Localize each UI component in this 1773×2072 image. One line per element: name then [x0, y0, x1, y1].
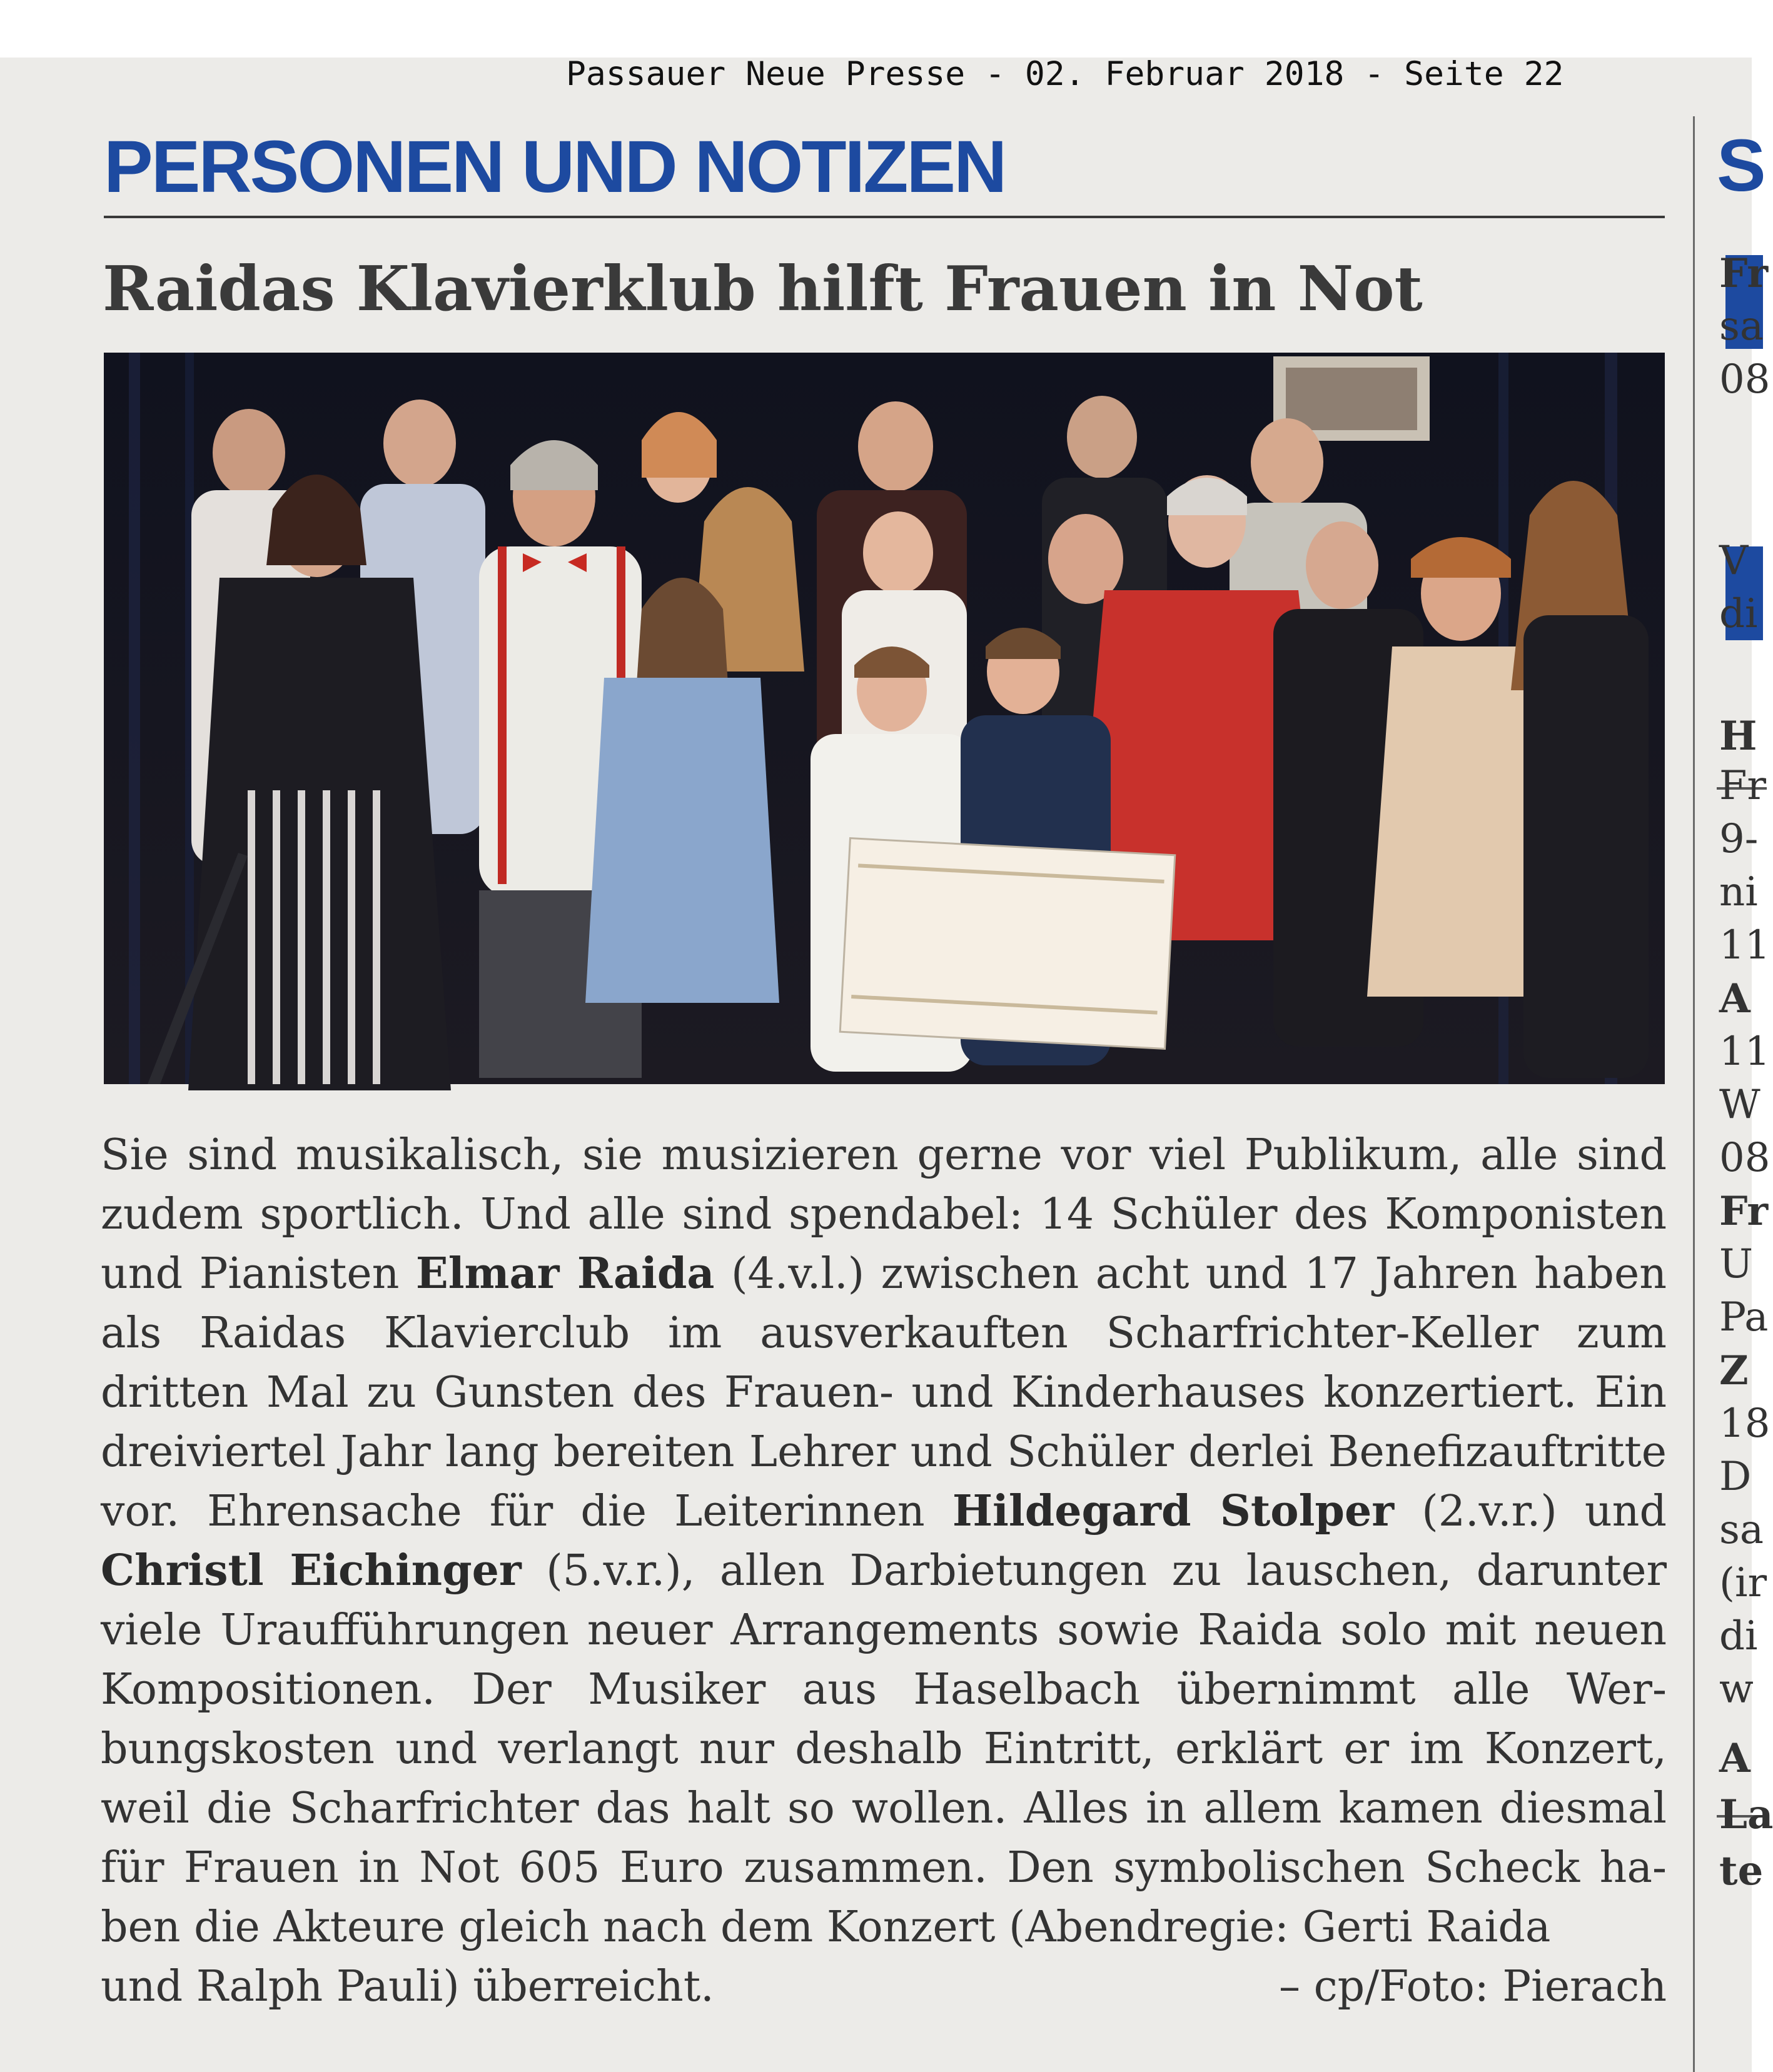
adjacent-text-fragment: (ir	[1719, 1560, 1767, 1606]
donation-cheque	[840, 838, 1175, 1049]
article-closing-text: und Ralph Pauli) überreicht.	[101, 1962, 714, 2011]
article-headline: Raidas Klavierklub hilft Frauen in Not	[103, 253, 1423, 325]
source-line: Passauer Neue Presse - 02. Februar 2018 - Seite 22	[566, 55, 1564, 93]
byline: – cp/Foto: Pierach	[1278, 1962, 1667, 2011]
adjacent-text-fragment: w	[1719, 1666, 1754, 1712]
person-name-raida: Elmar Raida	[415, 1249, 715, 1299]
adjacent-text-fragment: Pa	[1719, 1294, 1769, 1340]
section-title: PERSONEN UND NOTIZEN	[104, 126, 1006, 208]
adjacent-text-fragment: sa	[1719, 303, 1764, 350]
article-text-part: (5.v.r.), allen Darbietungen zu lauschen, darunter viele Uraufführungen neuer Arrangements sowie Raida solo mit neuen Kompositionen. Der Musiker aus Haselbach übernimmt alle Werbungskosten und verlangt nur deshalb Eintritt, erklärt er im Konzert, weil die Scharfrichter das halt so wollen. Alles in allem kamen diesmal für Frauen in Not 605 Euro zusammen. Den symbolischen Scheck haben die Akteure gleich nach dem Konzert (Abendregie: Gerti Raida	[101, 1546, 1667, 1952]
adjacent-text-fragment: A	[1719, 975, 1750, 1022]
adjacent-text-fragment: Fr	[1719, 1188, 1769, 1235]
adjacent-text-fragment: 18	[1719, 1401, 1770, 1447]
adjacent-text-fragment: 9-	[1719, 816, 1759, 862]
adjacent-text-fragment: di	[1719, 591, 1758, 637]
adjacent-text-fragment: La	[1719, 1791, 1773, 1838]
adjacent-text-fragment: di	[1719, 1613, 1758, 1659]
adjacent-text-fragment: 08	[1719, 356, 1770, 403]
adjacent-text-fragment: A	[1719, 1735, 1750, 1782]
person-name-stolper: Hildegard Stolper	[952, 1486, 1395, 1536]
adjacent-section-title: S	[1717, 124, 1766, 207]
adjacent-text-fragment: 08	[1719, 1135, 1770, 1181]
article-body	[101, 1125, 1667, 2016]
adjacent-text-fragment: V	[1719, 538, 1749, 584]
adjacent-text-fragment: H	[1719, 713, 1757, 760]
adjacent-column-cut	[1717, 116, 1773, 2072]
article-text-part: Sie sind musikalisch, sie musizieren gerne vor viel Publikum, alle sind zudem sportlich. Und alle sind spendabel: 14 Schüler des Komponisten und Pianisten	[101, 1130, 1667, 1299]
adjacent-text-fragment: Z	[1719, 1347, 1749, 1394]
adjacent-text-fragment: D	[1719, 1454, 1752, 1500]
group-photo	[104, 353, 1665, 1084]
adjacent-text-fragment: te	[1719, 1848, 1764, 1894]
adjacent-text-fragment: W	[1719, 1082, 1760, 1128]
adjacent-text-fragment: Fr	[1719, 250, 1769, 297]
adjacent-text-fragment: ni	[1719, 869, 1758, 915]
article-last-line	[101, 1957, 1667, 2016]
adjacent-text-fragment: U	[1719, 1241, 1753, 1287]
person-name-eichinger: Christl Eichinger	[101, 1546, 522, 1596]
group-photo-illustration	[104, 353, 1665, 1084]
article-text-part: (2.v.r.) und	[1394, 1487, 1667, 1536]
adjacent-text-fragment: sa	[1719, 1507, 1764, 1553]
column-divider	[1693, 116, 1695, 2072]
adjacent-text-fragment: 11	[1719, 922, 1770, 968]
adjacent-text-fragment: 11	[1719, 1028, 1770, 1075]
adjacent-text-fragment: Fr	[1719, 763, 1766, 809]
section-rule	[104, 216, 1665, 218]
article-text-part: (4.v.l.) zwischen acht und 17 Jahren haben als Raidas Klavierclub im ausverkauften Scharfrichter-Keller zum dritten Mal zu Gunsten des Frauen- und Kinderhauses konzertiert. Ein dreiviertel Jahr lang bereiten Lehrer und Schüler derlei Benefizauftritte vor. Ehrensache für die Leiterinnen	[101, 1249, 1667, 1536]
